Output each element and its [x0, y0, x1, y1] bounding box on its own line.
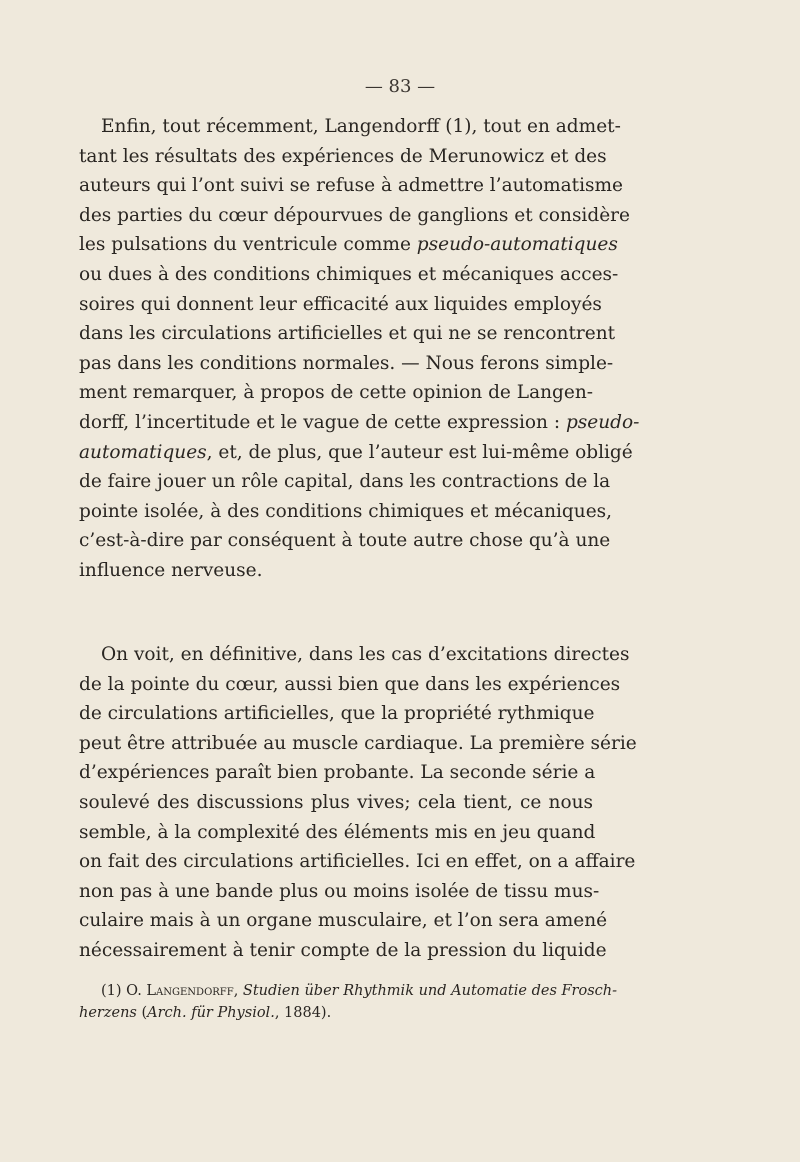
text-line: des parties du cœur dépourvues de ganglions et considère: [79, 204, 630, 226]
text-line: culaire mais à un organe musculaire, et l’on sera amené: [79, 910, 608, 932]
text-line: influence nerveuse.: [79, 559, 263, 581]
text-line: on fait des circulations artificielles. Ici en effet, on a affaire: [79, 851, 636, 873]
text-line: de circulations artificielles, que la propriété rythmique: [79, 703, 595, 725]
text-line: [79, 408, 640, 438]
page-number: — 83 —: [364, 76, 436, 97]
paragraph-1: [79, 112, 640, 586]
text-segment: les pulsations du ventricule comme: [79, 234, 417, 256]
footnote-year: , 1884).: [274, 1005, 332, 1021]
text-line: peut être attribuée au muscle cardiaque. La première série: [79, 732, 637, 754]
text-line: soulevé des discussions plus vives; cela tient, ce nous: [79, 791, 593, 813]
text-line: dans les circulations artificielles et qui ne se rencontrent: [79, 323, 616, 345]
text-line: ou dues à des conditions chimiques et mécaniques acces-: [79, 263, 619, 285]
text-line: tant les résultats des expériences de Merunowicz et des: [79, 145, 607, 167]
text-line: pointe isolée, à des conditions chimiques et mécaniques,: [79, 500, 613, 522]
text-line: de faire jouer un rôle capital, dans les contractions de la: [79, 471, 611, 493]
text-segment: dorff, l’incertitude et le vague de cette expression :: [79, 411, 566, 433]
footnote-line-1: (1) O. Langendorff, Studien über Rhythmik und Automatie des Frosch-: [101, 983, 618, 999]
text-line: On voit, en définitive, dans les cas d’excitations directes: [101, 644, 630, 665]
footnote-source: Arch. für Physiol.: [147, 1005, 275, 1021]
footnote-marker: (1): [101, 983, 122, 999]
text-line: soires qui donnent leur efficacité aux liquides employés: [79, 293, 602, 315]
text-line: c’est-à-dire par conséquent à toute autre chose qu’à une: [79, 530, 611, 552]
text-line: ment remarquer, à propos de cette opinion de Langen-: [79, 382, 593, 404]
paragraph-2: [79, 640, 637, 966]
text-line: de la pointe du cœur, aussi bien que dans les expériences: [79, 673, 621, 695]
italic-term: pseudo-automatiques: [416, 234, 618, 256]
footnote: [79, 980, 618, 1024]
footnote-author-initial: O.: [126, 983, 142, 999]
text-line: non pas à une bande plus ou moins isolée de tissu mus-: [79, 880, 600, 902]
text-line: pas dans les conditions normales. — Nous ferons simple-: [79, 352, 614, 374]
text-line: nécessairement à tenir compte de la pression du liquide: [79, 939, 607, 961]
text-line: [79, 438, 633, 468]
text-segment: , et, de plus, que l’auteur est lui-même obligé: [206, 441, 633, 463]
footnote-title: Studien über Rhythmik und Automatie des Frosch-: [242, 983, 618, 999]
text-line: d’expériences paraît bien probante. La seconde série a: [79, 762, 596, 784]
footnote-line-2: herzens (Arch. für Physiol., 1884).: [79, 1005, 332, 1021]
text-line: semble, à la complexité des éléments mis en jeu quand: [79, 821, 596, 843]
italic-term: automatiques: [79, 441, 207, 463]
text-line: auteurs qui l’ont suivi se refuse à admettre l’automatisme: [79, 175, 623, 197]
footnote-title-cont: herzens: [79, 1005, 137, 1021]
italic-term: pseudo-: [565, 411, 640, 433]
footnote-author-name: Langendorff: [146, 983, 234, 999]
text-line: Enfin, tout récemment, Langendorff (1), tout en admet-: [101, 116, 621, 137]
text-line: [79, 230, 618, 260]
